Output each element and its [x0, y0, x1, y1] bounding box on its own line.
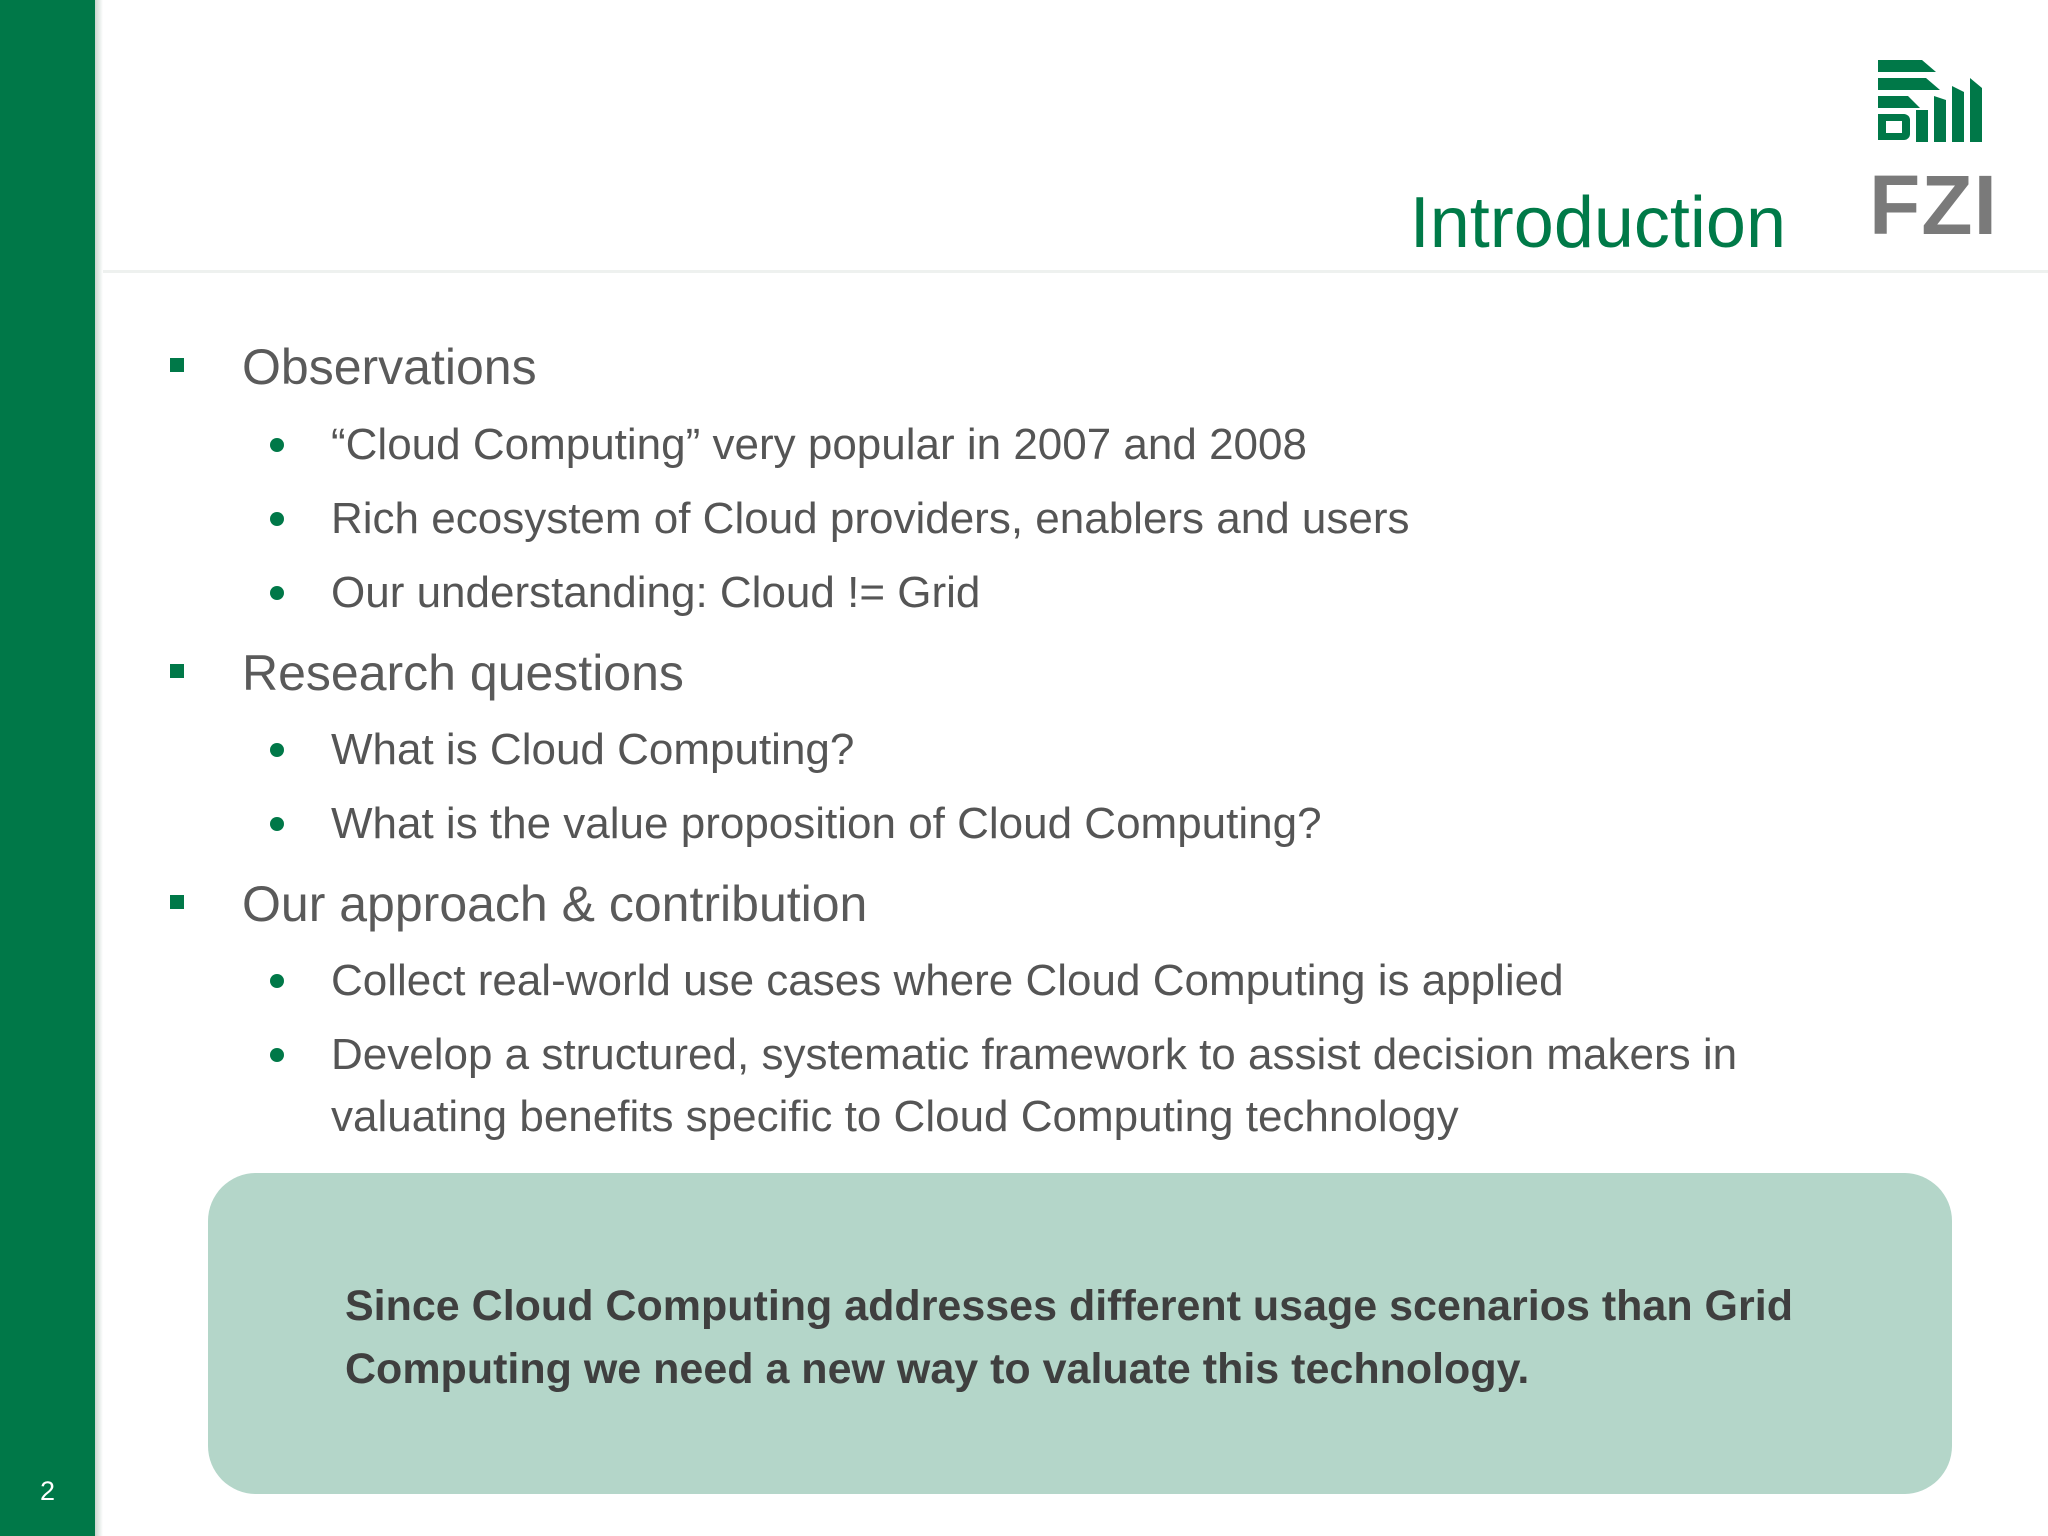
callout-text: Since Cloud Computing addresses different usage scenarios than Grid Computing we need a new way to valuate this technology.: [345, 1282, 1793, 1393]
list-item: [331, 793, 1891, 855]
list-item: [331, 719, 1891, 781]
list-item-text: What is the value proposition of Cloud Computing?: [331, 799, 1322, 848]
section-heading: [242, 873, 867, 935]
list-item: [331, 562, 1891, 624]
dot-bullet-icon: [270, 974, 284, 988]
section-heading: [242, 336, 537, 398]
dot-bullet-icon: [270, 512, 284, 526]
list-item-text: “Cloud Computing” very popular in 2007 and 2008: [331, 420, 1307, 469]
list-item-text: Our understanding: Cloud != Grid: [331, 568, 981, 617]
list-item-text: Develop a structured, systematic framework to assist decision makers in valuating benefits specific to Cloud Computing technology: [331, 1030, 1738, 1141]
list-item: [331, 488, 1891, 550]
list-item-text: Rich ecosystem of Cloud providers, enablers and users: [331, 494, 1410, 543]
section-heading-text: Observations: [242, 339, 537, 395]
section-heading: [242, 642, 684, 704]
conclusion-callout: [208, 1173, 1952, 1494]
slide-title: Introduction: [1409, 183, 1786, 263]
dot-bullet-icon: [270, 743, 284, 757]
square-bullet-icon: [170, 664, 184, 678]
dot-bullet-icon: [270, 586, 284, 600]
square-bullet-icon: [170, 895, 184, 909]
section-heading-text: Our approach & contribution: [242, 876, 868, 932]
list-item: [331, 414, 1891, 476]
dot-bullet-icon: [270, 817, 284, 831]
fzi-logo-text: FZI: [1869, 158, 1998, 252]
dot-bullet-icon: [270, 1048, 284, 1062]
list-item: [331, 1024, 1891, 1148]
square-bullet-icon: [170, 358, 184, 372]
list-item: [331, 950, 1891, 1012]
slide-number: 2: [39, 1476, 56, 1506]
section-heading-text: Research questions: [242, 645, 684, 701]
dot-bullet-icon: [270, 438, 284, 452]
list-item-text: What is Cloud Computing?: [331, 725, 855, 774]
list-item-text: Collect real-world use cases where Cloud Computing is applied: [331, 956, 1564, 1005]
